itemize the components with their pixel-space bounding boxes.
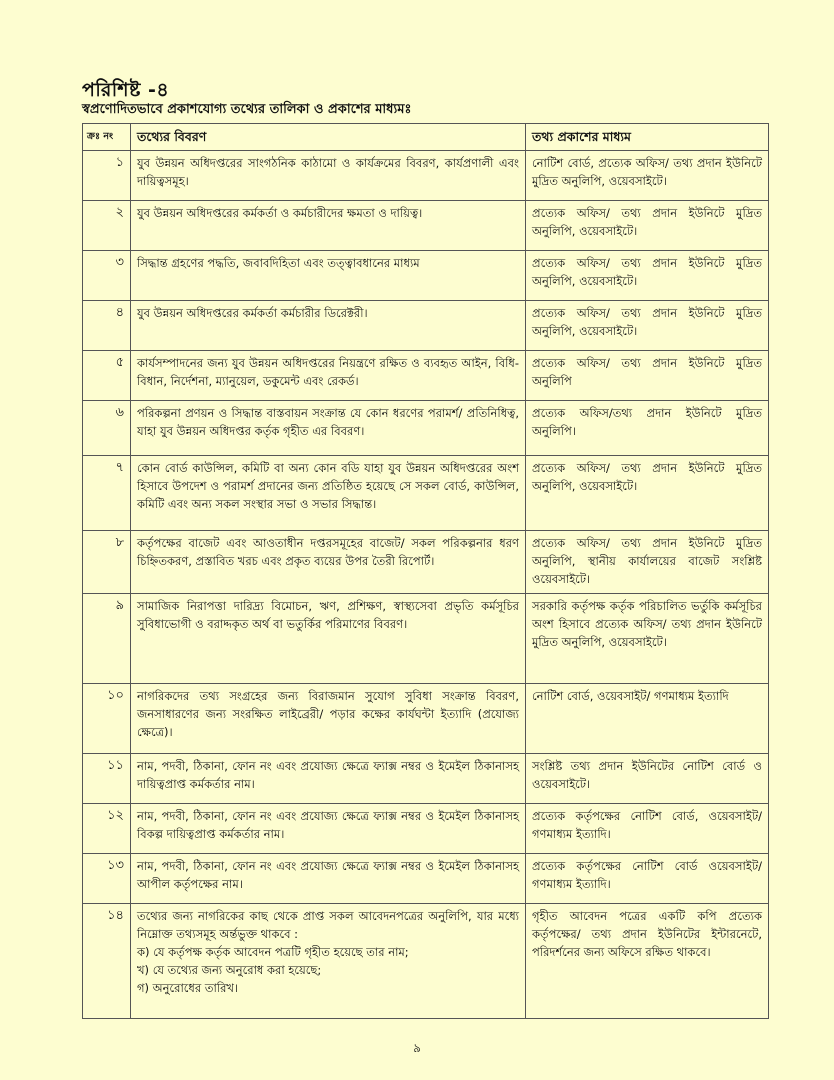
row-details: নাম, পদবী, ঠিকানা, ফোন নং এবং প্রযোজ্য ক্ষেত্রে ফ্যাক্স নম্বর ও ইমেইল ঠিকানাসহ বিকল্প দায়িত্বপ্রাপ্ত কর্মকর্তার নাম। [131,804,526,854]
row-serial: ৫ [83,351,131,401]
table-row [83,401,769,456]
row-serial: ৩ [83,251,131,301]
row-medium: প্রত্যেক অফিস/ তথ্য প্রদান ইউনিটে মুদ্রিত অনুলিপি [526,351,769,401]
row-medium: প্রত্যেক অফিস/ তথ্য প্রদান ইউনিটে মুদ্রিত অনুলিপি, ওয়েবসাইটে। [526,201,769,251]
information-table [82,123,769,1019]
row-details: কর্তৃপক্ষের বাজেট এবং আওতাধীন দপ্তরসমূহের বাজেট/ সকল পরিকল্পনার ধরণ চিহ্নিতকরণ, প্রস্তাবিত খরচ এবং প্রকৃত ব্যয়ের উপর তৈরী রিপোর্ট। [131,531,526,594]
row-medium: প্রত্যেক কর্তৃপক্ষের নোটিশ বোর্ড, ওয়েবসাইট/ গণমাধ্যম ইত্যাদি। [526,804,769,854]
row-serial: ৪ [83,301,131,351]
details-line: ক) যে কর্তৃপক্ষ কর্তৃক আবেদন পত্রটি গৃহীত হয়েছে তার নাম; [137,945,409,959]
row-details: যুব উন্নয়ন অধিদপ্তরের কর্মকর্তা ও কর্মচারীদের ক্ষমতা ও দায়িত্ব। [131,201,526,251]
details-line: গ) অনুরোধের তারিখ। [137,981,239,995]
page-title: পরিশিষ্ট -৪ [82,79,170,101]
row-serial: ১৪ [83,904,131,1019]
row-medium: সংশ্লিষ্ট তথ্য প্রদান ইউনিটের নোটিশ বোর্ড ও ওয়েবসাইটে। [526,754,769,804]
table-row [83,904,769,1019]
table-row [83,351,769,401]
row-medium: গৃহীত আবেদন পত্রের একটি কপি প্রত্যেক কর্তৃপক্ষের/ তথ্য প্রদান ইউনিটের ইন্টারনেটে, পরিদর্শনের জন্য অফিসে রক্ষিত থাকবে। [526,904,769,1019]
row-details [131,904,526,1019]
serial-header: ক্রঃ নং [83,124,131,151]
details-line: তথ্যের জন্য নাগরিকের কাছ থেকে প্রাপ্ত সকল আবেদনপত্রের অনুলিপি, যার মধ্যে নিম্নোক্ত তথ্যসমূহ অর্ন্তভুক্ত থাকবে : [137,909,519,941]
table-header-row [83,124,769,151]
row-serial: ৭ [83,456,131,531]
row-details: কোন বোর্ড কাউন্সিল, কমিটি বা অন্য কোন বডি যাহা যুব উন্নয়ন অধিদপ্তরের অংশ হিসাবে উপদেশ ও পরামর্শ প্রদানের জন্য প্রতিষ্ঠিত হয়েছে সে সকল বোর্ড, কাউন্সিল, কমিটি এবং অন্য সকল সংস্থার সভা ও সভার সিদ্ধান্ত। [131,456,526,531]
row-serial: ১১ [83,754,131,804]
table-row [83,754,769,804]
page-subtitle: স্বপ্রণোদিতভাবে প্রকাশযোগ্য তথ্যের তালিকা ও প্রকাশের মাধ্যমঃ [82,102,412,117]
row-details: পরিকল্পনা প্রণয়ন ও সিদ্ধান্ত বাস্তবায়ন সংক্রান্ত যে কোন ধরণের পরামর্শ/ প্রতিনিধিত্ব, যাহা যুব উন্নয়ন অধিদপ্তর কর্তৃক গৃহীত এর বিবরণ। [131,401,526,456]
row-medium: নোটিশ বোর্ড, প্রত্যেক অফিস/ তথ্য প্রদান ইউনিটে মুদ্রিত অনুলিপি, ওয়েবসাইটে। [526,151,769,201]
row-medium: সরকারি কর্তৃপক্ষ কর্তৃক পরিচালিত ভর্তুকি কর্মসূচির অংশ হিসাবে প্রত্যেক অফিস/ তথ্য প্রদান ইউনিটে মুদ্রিত অনুলিপি, ওয়েবসাইটে। [526,594,769,684]
row-details: সিদ্ধান্ত গ্রহণের পদ্ধতি, জবাবদিহিতা এবং তত্ত্বাবধানের মাধ্যম [131,251,526,301]
table-row [83,456,769,531]
row-medium: নোটিশ বোর্ড, ওয়েবসাইট/ গণমাধ্যম ইত্যাদি [526,684,769,754]
details-line: খ) যে তথ্যের জন্য অনুরোধ করা হয়েছে; [137,963,322,977]
row-details: নাগরিকদের তথ্য সংগ্রহের জন্য বিরাজমান সুযোগ সুবিধা সংক্রান্ত বিবরণ, জনসাধারণের জন্য সংরক্ষিত লাইব্রেরী/ পড়ার কক্ষের কার্যঘন্টা ইত্যাদি (প্রযোজ্য ক্ষেত্রে)। [131,684,526,754]
table-row [83,594,769,684]
row-medium: প্রত্যেক অফিস/ তথ্য প্রদান ইউনিটে মুদ্রিত অনুলিপি, ওয়েবসাইটে। [526,251,769,301]
row-details: নাম, পদবী, ঠিকানা, ফোন নং এবং প্রযোজ্য ক্ষেত্রে ফ্যাক্স নম্বর ও ইমেইল ঠিকানাসহ আপীল কর্তৃপক্ষের নাম। [131,854,526,904]
row-details: যুব উন্নয়ন অধিদপ্তরের সাংগঠনিক কাঠামো ও কার্যক্রমের বিবরণ, কার্যপ্রণালী এবং দায়িত্বসমূহ। [131,151,526,201]
row-medium: প্রত্যেক কর্তৃপক্ষের নোটিশ বোর্ড ওয়েবসাইট/গণমাধ্যম ইত্যাদি। [526,854,769,904]
row-medium: প্রত্যেক অফিস/ তথ্য প্রদান ইউনিটে মুদ্রিত অনুলিপি, ওয়েবসাইটে। [526,456,769,531]
row-serial: ৬ [83,401,131,456]
table-row [83,804,769,854]
table-row [83,684,769,754]
row-serial: ২ [83,201,131,251]
row-details: কার্যসম্পাদনের জন্য যুব উন্নয়ন অধিদপ্তরের নিয়ন্ত্রণে রক্ষিত ও ব্যবহৃত আইন, বিধি-বিধান, নির্দেশনা, ম্যানুয়েল, ডকুমেন্ট এবং রেকর্ড। [131,351,526,401]
details-header: তথ্যের বিবরণ [131,124,526,151]
row-serial: ১ [83,151,131,201]
row-serial: ১৩ [83,854,131,904]
row-details: নাম, পদবী, ঠিকানা, ফোন নং এবং প্রযোজ্য ক্ষেত্রে ফ্যাক্স নম্বর ও ইমেইল ঠিকানাসহ দায়িত্বপ্রাপ্ত কর্মকর্তার নাম। [131,754,526,804]
row-medium: প্রত্যেক অফিস/তথ্য প্রদান ইউনিটে মুদ্রিত অনুলিপি। [526,401,769,456]
row-serial: ৯ [83,594,131,684]
row-serial: ৮ [83,531,131,594]
table-row [83,301,769,351]
table-row [83,151,769,201]
row-medium: প্রত্যেক অফিস/ তথ্য প্রদান ইউনিটে মুদ্রিত অনুলিপি, ওয়েবসাইটে। [526,301,769,351]
table-row [83,854,769,904]
medium-header: তথ্য প্রকাশের মাধ্যম [526,124,769,151]
row-details: সামাজিক নিরাপত্তা দারিদ্র্য বিমোচন, ঋণ, প্রশিক্ষণ, স্বাস্থ্যসেবা প্রভৃতি কর্মসূচির সুবিধাভোগী ও বরাদ্দকৃত অর্থ বা ভতুর্কির পরিমাণের বিবরণ। [131,594,526,684]
table-row [83,201,769,251]
table-row [83,251,769,301]
row-serial: ১২ [83,804,131,854]
table-row [83,531,769,594]
row-serial: ১০ [83,684,131,754]
row-details: যুব উন্নয়ন অধিদপ্তরের কর্মকর্তা কর্মচারীর ডিরেক্টরী। [131,301,526,351]
row-medium: প্রত্যেক অফিস/ তথ্য প্রদান ইউনিটে মুদ্রিত অনুলিপি, স্থানীয় কার্যালয়ের বাজেট সংশ্লিষ্ট ওয়েবসাইটে। [526,531,769,594]
page-number: ৯ [413,1041,421,1055]
